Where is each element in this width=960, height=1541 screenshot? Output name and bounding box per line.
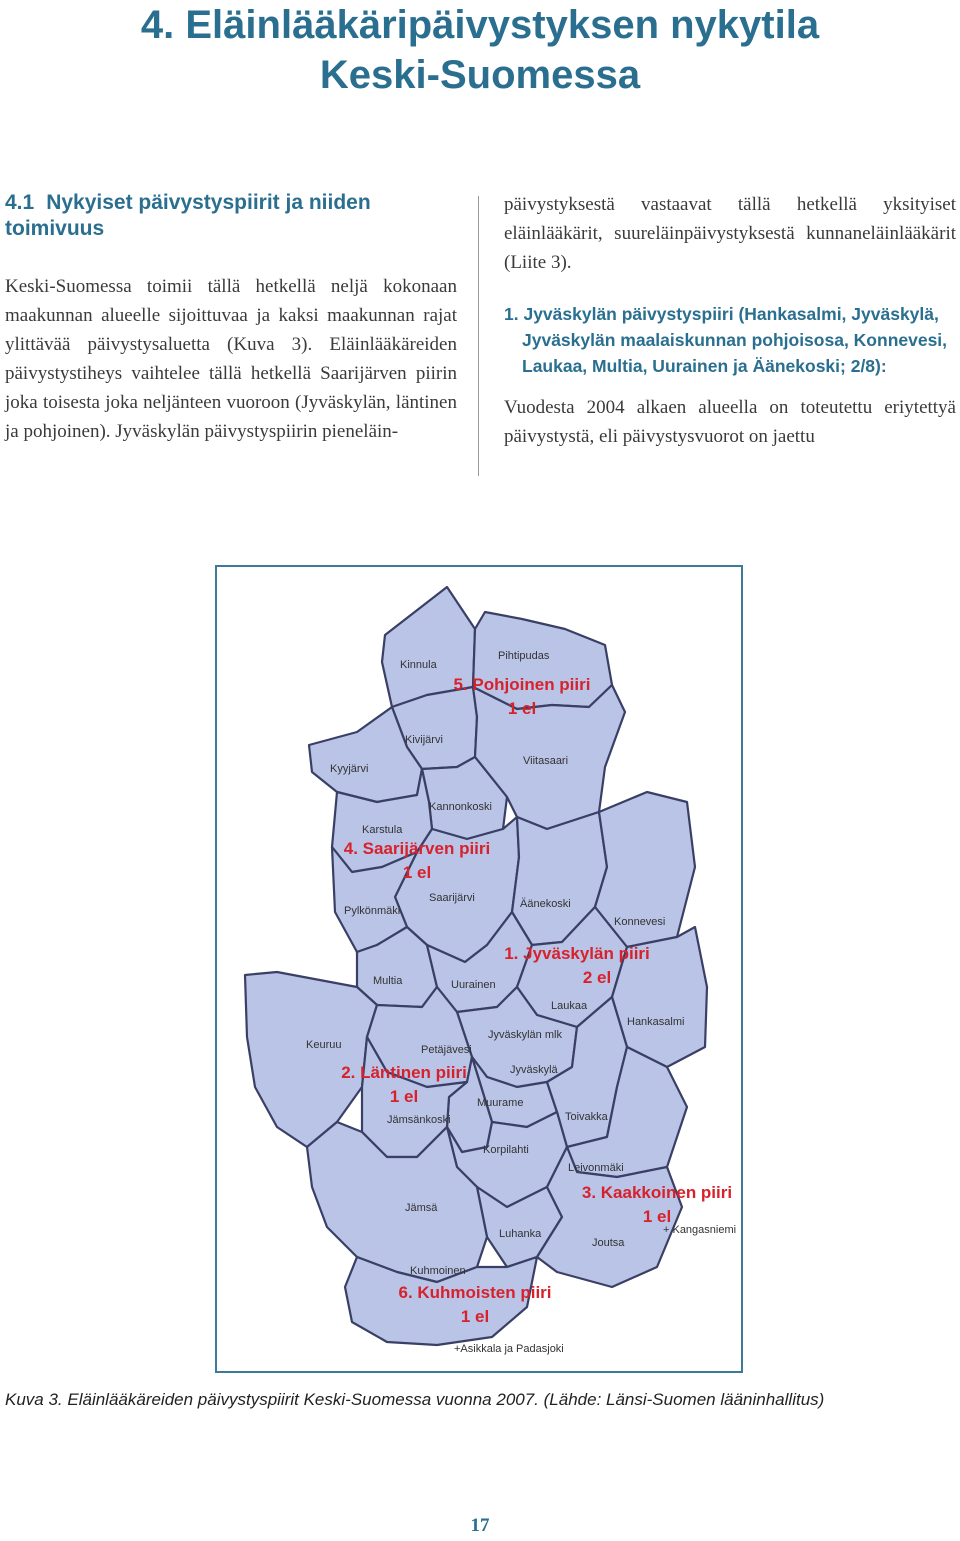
label-hankasalmi: Hankasalmi xyxy=(627,1016,685,1028)
district-map xyxy=(215,565,743,1373)
right-paragraph-1: päivystyksestä vastaavat tällä hetkellä yksityiset eläinlääkärit, suureläinpäivystyksestä kunnaneläinlääkärit (Liite 3). xyxy=(504,194,956,273)
district-2-label xyxy=(329,1061,479,1109)
page-number: 17 xyxy=(470,1515,490,1536)
right-column xyxy=(504,190,956,451)
section-heading xyxy=(5,190,457,242)
right-paragraph-2: Vuodesta 2004 alkaen alueella on toteutettu eriytettyä päivystystä, eli päivystysvuorot on jaettu xyxy=(504,397,956,447)
label-petajavesi: Petäjävesi xyxy=(421,1044,472,1056)
district-4-count: 1 el xyxy=(402,863,432,882)
district-6-label xyxy=(385,1281,565,1329)
region-keuruu xyxy=(245,972,377,1147)
label-jamsankoski: Jämsänkoski xyxy=(387,1114,451,1126)
label-jamsa: Jämsä xyxy=(405,1202,438,1214)
district-4-label xyxy=(327,837,507,885)
label-jyvaskylan-mlk: Jyväskylän mlk xyxy=(488,1029,562,1041)
label-kyyjarvi: Kyyjärvi xyxy=(330,763,369,775)
section-title: Nykyiset päivystyspiirit ja niiden toimivuus xyxy=(5,191,371,240)
page-title xyxy=(0,0,960,100)
label-aanekoski: Äänekoski xyxy=(520,898,571,910)
label-kuhmoinen: Kuhmoinen xyxy=(410,1265,466,1277)
label-multia: Multia xyxy=(373,975,403,987)
label-keuruu: Keuruu xyxy=(306,1039,342,1051)
district-5-count: 1 el xyxy=(507,699,537,718)
district-1-name: 1. Jyväskylän piiri xyxy=(504,944,650,963)
district-5-name: 5. Pohjoinen piiri xyxy=(453,675,591,694)
district-3-label xyxy=(572,1181,742,1229)
label-pihtipudas: Pihtipudas xyxy=(498,650,550,662)
label-saarijarvi: Saarijärvi xyxy=(429,892,475,904)
district-3-name: 3. Kaakkoinen piiri xyxy=(581,1183,733,1202)
column-divider xyxy=(478,196,479,476)
district-1-label xyxy=(487,942,667,990)
label-leivonmaki: Leivonmäki xyxy=(568,1162,624,1174)
label-muurame: Muurame xyxy=(477,1097,524,1109)
label-kivijarvi: Kivijärvi xyxy=(405,734,443,746)
district-1-count: 2 el xyxy=(582,968,612,987)
title-line-2: Keski-Suomessa xyxy=(319,53,641,97)
district-2-name: 2. Läntinen piiri xyxy=(341,1063,467,1082)
figure-caption: Kuva 3. Eläinlääkäreiden päivystyspiirit Keski-Suomessa vuonna 2007. (Lähde: Länsi-Suomen lääninhallitus) xyxy=(5,1390,825,1409)
district-4-name: 4. Saarijärven piiri xyxy=(343,839,491,858)
label-kinnula: Kinnula xyxy=(400,659,437,671)
label-karstula: Karstula xyxy=(362,824,403,836)
label-asikkala-padasjoki: +Asikkala ja Padasjoki xyxy=(454,1343,564,1355)
label-toivakka: Toivakka xyxy=(565,1111,608,1123)
district-3-count: 1 el xyxy=(642,1207,672,1226)
district-6-name: 6. Kuhmoisten piiri xyxy=(398,1283,552,1302)
label-laukaa: Laukaa xyxy=(551,1000,588,1012)
label-korpilahti: Korpilahti xyxy=(483,1144,529,1156)
label-joutsa: Joutsa xyxy=(592,1237,625,1249)
label-pylkonmaki: Pylkönmäki xyxy=(344,905,401,917)
district-5-label xyxy=(432,673,612,721)
district-2-count: 1 el xyxy=(389,1087,419,1106)
left-paragraph: Keski-Suomessa toimii tällä hetkellä neljä kokonaan maakunnan alueelle sijoittuvaa ja kaksi maakunnan rajat ylittävää päivystysaluetta (Kuva 3). Eläinlääkäreiden päivystystiheys vaihtelee tällä hetkellä Saarijärven piirin joka toisesta joka neljänteen vuoroon (Jyväskylän, läntinen ja pohjoinen). Jyväskylän päivystyspiirin pieneläin- xyxy=(5,276,457,442)
label-kangasniemi: + Kangasniemi xyxy=(663,1224,737,1236)
label-kannonkoski: Kannonkoski xyxy=(429,801,492,813)
district-subheading: 1. Jyväskylän päivystyspiiri (Hankasalmi, Jyväskylä, Jyväskylän maalaiskunnan pohjoisosa, Konnevesi, Laukaa, Multia, Uurainen ja Äänekoski; 2/8): xyxy=(504,304,948,376)
label-jyvaskyla: Jyväskylä xyxy=(510,1064,558,1076)
title-line-1: 4. Eläinlääkäripäivystyksen nykytila xyxy=(140,3,820,47)
label-konnevesi: Konnevesi xyxy=(614,916,666,928)
label-uurainen: Uurainen xyxy=(451,979,496,991)
left-column xyxy=(5,190,457,446)
district-6-count: 1 el xyxy=(460,1307,490,1326)
label-luhanka: Luhanka xyxy=(499,1228,542,1240)
label-viitasaari: Viitasaari xyxy=(523,755,569,767)
section-number: 4.1 xyxy=(5,191,35,214)
